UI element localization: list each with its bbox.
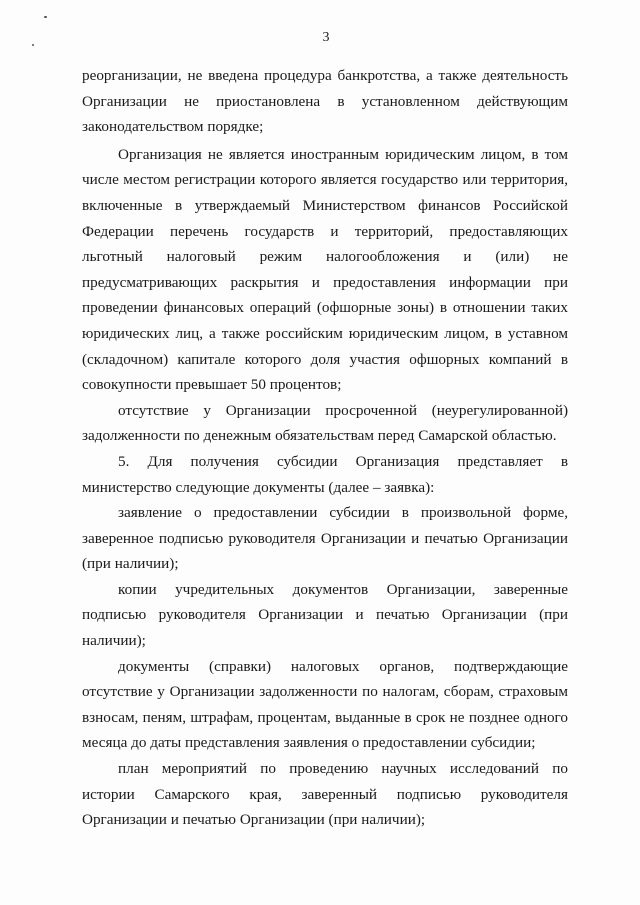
paragraph-item-5: 5. Для получения субсидии Организация представляет в министерство следующие документы (далее – заявка): (82, 452, 568, 496)
scan-speck (44, 16, 47, 18)
paragraph-founding-documents: копии учредительных документов Организации, заверенные подписью руководителя Организации и печатью Организации (при наличии); (82, 580, 568, 650)
paragraph-application-statement: заявление о предоставлении субсидии в произвольной форме, заверенное подписью руководителя Организации и печатью Организации (при наличии); (82, 504, 568, 573)
paragraph-no-debt-condition: отсутствие у Организации просроченной (неурегулированной) задолженности по денежным обязательствам перед Самарской областью. (82, 401, 568, 445)
document-body (82, 63, 568, 833)
paragraph-offshore-condition: Организация не является иностранным юридическим лицом, в том числе местом регистрации которого является государство или территория, включенные в утверждаемый Министерством финансов Российской Федерации перечень государств и территорий, предоставляющих льготный налоговый режим налогообложения и (или) не предусматривающих раскрытия и предоставления информации при проведении финансовых операций (офшорные зоны) в отношении таких юридических лиц, а также российским юридическим лицом, в уставном (складочном) капитале которого доля участия офшорных компаний в совокупности превышает 50 процентов; (82, 145, 568, 394)
paragraph-tax-certificates: документы (справки) налоговых органов, подтверждающие отсутствие у Организации задолженности по налогам, сборам, страховым взносам, пеням, штрафам, процентам, выданные в срок не позднее одного месяца до даты представления заявления о предоставлении субсидии; (82, 657, 568, 752)
paragraph-research-plan: план мероприятий по проведению научных исследований по истории Самарского края, заверенный подписью руководителя Организации и печатью Организации (при наличии); (82, 760, 568, 829)
paragraph-continuation: реорганизации, не введена процедура банкротства, а также деятельность Организации не приостановлена в установленном действующим законодательством порядке; (82, 67, 568, 136)
page-number: 3 (322, 30, 330, 45)
